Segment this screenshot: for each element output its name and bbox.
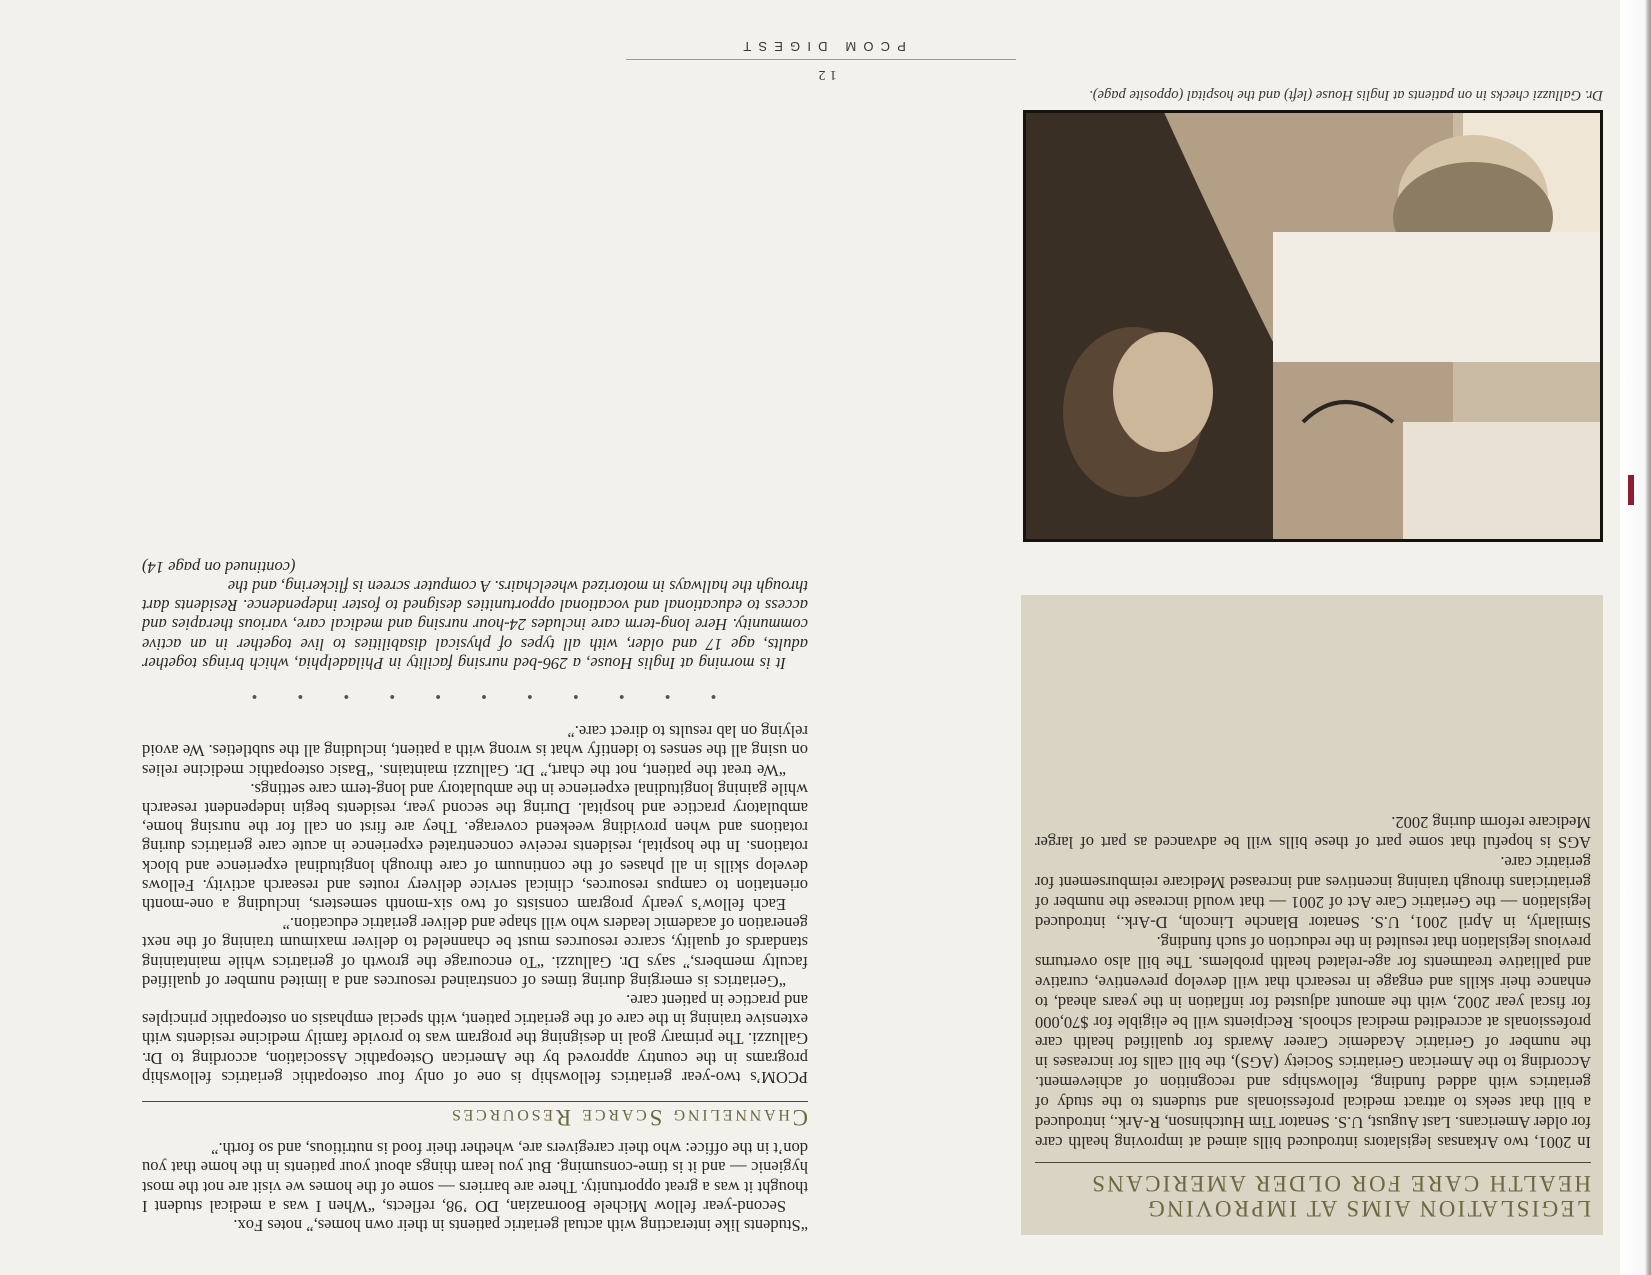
section-divider: • • • • • • • • • • • [233, 686, 717, 706]
sidebar-paragraph: Similarly, in April 2001, U.S. Senator Blanche Lincoln, D-Ark., introduced legislation — the Geriatric Care Act of 2001 — that would increase the number of geriatricians through training incentives and increased Medicare reimbursement for geriatric care. [1035, 853, 1591, 932]
legislation-sidebar [1021, 595, 1603, 1235]
closing-paragraph: It is morning at Inglis House, a 296-bed nursing facility in Philadelphia, which brings together adults, age 17 and older, with all types of physical disabilities to live together in an active community. Here long-term care includes 24-hour nursing and medical care, various therapies and access to educational and vocational opportunities designed to foster independence. Residents dart through the hallways in motorized wheelchairs. A computer screen is flickering, and the [142, 576, 808, 673]
photo-caption: Dr. Galluzzi checks in on patients at Inglis House (left) and the hospital (opposite page). [1089, 87, 1603, 103]
article-paragraph: “Students like interacting with actual geriatric patients in their own homes,” notes Fox. [233, 1216, 808, 1235]
article-paragraph: “We treat the patient, not the chart,” Dr. Galluzzi maintains. “Basic osteopathic medicine relies on using all the senses to identify what is wrong with a patient, including all the subtleties. We avoid relying on lab results to direct care.” [142, 722, 808, 780]
sidebar-paragraph: AGS is hopeful that some part of these bills will be advanced as part of larger Medicare reform during 2002. [1035, 813, 1591, 852]
running-header: PCOM DIGEST [626, 39, 1016, 60]
sidebar-body [1035, 812, 1591, 1152]
article-paragraph: “Geriatrics is emerging during times of constrained resources and a limited number of qualified faculty members,” says Dr. Galluzzi. “To encourage the growth of geriatrics while maintaining standards of quality, scarce resources must be channeled to deliver maximum training of the next generation of academic leaders who will shape and deliver geriatric education.” [142, 914, 808, 991]
sidebar-title: LEGISLATION AIMS AT IMPROVING HEALTH CARE FOR OLDER AMERICANS [1035, 1162, 1591, 1221]
page-edge-mark [1628, 475, 1634, 505]
closing-block [142, 558, 808, 673]
photo-image [1023, 110, 1603, 542]
section-heading: Channeling Scarce Resources [142, 1101, 808, 1127]
article-paragraph: Each fellow’s yearly program consists of two six-month semesters, including a one-month orientation to campus resources, clinical service delivery routes and research activity. Fellows develop skills in all phases of the continuum of care through longitudinal experience and block rotations. In the hospital, residents receive concentrated experience in acute care geriatrics during rotations and when providing weekend coverage. They are first on call for the nursing home, ambulatory practice and hospital. During the second year, residents begin independent research while gaining longitudinal experience in the ambulatory and long-term care settings. [142, 779, 808, 914]
page-number: 12 [814, 67, 837, 82]
photo-doctor-patient [1023, 110, 1603, 542]
page-edge [1620, 0, 1651, 1275]
article-paragraph: PCOM’s two-year geriatrics fellowship is one of only four osteopathic geriatrics fellowship programs in the country approved by the American Osteopathic Association, according to Dr. Galluzzi. The primary goal in designing the program was to provide family medicine residents with extensive training in the care of the geriatric patient, with special emphasis on osteopathic principles and practice in patient care. [142, 990, 808, 1087]
sidebar-paragraph: In 2001, two Arkansas legislators introduced bills aimed at improving health care for older Americans. Last August, U.S. Senator Tim Hutchinson, R-Ark., introduced a bill that seeks to attract medical professionals and students to the study of geriatrics with added funding, fellowships and recognition of achievement. According to the American Geriatrics Society (AGS), the bill calls for increases in the number of Geriatric Academic Career Awards for qualified health care professionals at accredited medical schools. Recipients will be eligible for $70,000 for fiscal year 2002, with the amount adjusted for inflation in the years ahead, to enhance their skills and engage in research that will develop preventive, curative and palliative treatments for age-related health problems. The bill also overturns previous legislation that resulted in the reduction of such funding. [1035, 933, 1591, 1152]
continued-note: (continued on page 14) [142, 557, 296, 577]
article-column [142, 558, 808, 1236]
article-paragraph: Second-year fellow Michele Boornazian, DO ’98, reflects, “When I was a medical student I thought it was a great opportunity. There are barriers — some of the homes we visit are not the most hygienic — and it is time-consuming. But you learn things about your patients in the home that you don’t in the office: who their caregivers are, whether their food is nutritious, and so forth.” [142, 1139, 808, 1216]
